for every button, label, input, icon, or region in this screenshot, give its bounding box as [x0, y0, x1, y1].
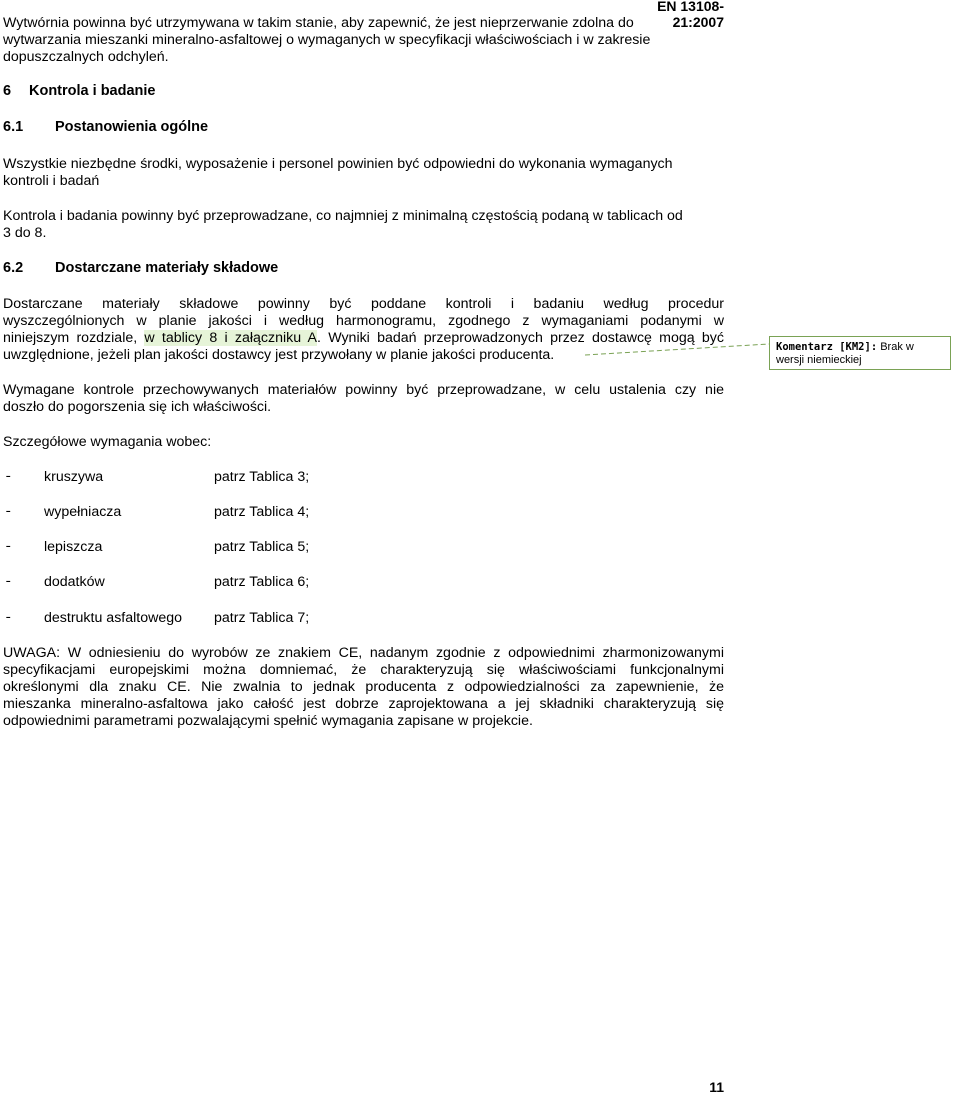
section-6-2-paragraph-2: Wymagane kontrole przechowywanych materiałów powinny być przeprowadzane, w celu ustalenia czy nie doszło do pogorszenia się ich właściwości.	[3, 382, 724, 415]
comment-connector-line	[585, 342, 770, 358]
list-item: - wypełniacza patrz Tablica 4;	[4, 504, 310, 520]
body-text	[3, 15, 724, 730]
list-item: - lepiszcza patrz Tablica 5;	[4, 539, 310, 555]
comment-balloon[interactable]	[769, 336, 951, 370]
list-item: - destruktu asfaltowego patrz Tablica 7;	[4, 610, 310, 626]
comment-label: Komentarz [KM2]:	[776, 341, 878, 353]
section-6-1-paragraph-2: Kontrola i badania powinny być przeprowadzane, co najmniej z minimalną częstością podaną w tablicach od 3 do 8.	[3, 208, 683, 241]
section-6-2-paragraph-1: Dostarczane materiały składowe powinny być poddane kontroli i badaniu według procedur wyszczególnionych w planie jakości i według harmonogramu, zgodnego z wymaganiami podanymi w niniejszym rozdziale, w tablicy 8 i załączniku A. Wyniki badań przeprowadzonych przez dostawcę mogą być uwzględnione, jeżeli plan jakości dostawcy jest przywołany w planie jakości producenta.	[3, 296, 724, 363]
commented-reference-link[interactable]: w tablicy 8 i załączniku A	[144, 330, 318, 346]
list-item: - dodatków patrz Tablica 6;	[4, 574, 310, 590]
section-6-1-paragraph-1: Wszystkie niezbędne środki, wyposażenie i personel powinien być odpowiedni do wykonania wymaganych kontroli i badań	[3, 156, 673, 189]
list-intro: Szczegółowe wymagania wobec:	[3, 434, 212, 450]
list-item: - kruszywa patrz Tablica 3;	[4, 469, 310, 485]
section-6-1-heading: 6.1 Postanowienia ogólne	[3, 119, 209, 135]
section-6-heading: 6 Kontrola i badanie	[3, 83, 156, 99]
comment-text: Brak w wersji niemieckiej	[776, 341, 914, 366]
document-code: EN 13108-21:2007	[657, 0, 724, 30]
intro-paragraph: Wytwórnia powinna być utrzymywana w takim stanie, aby zapewnić, że jest nieprzerwanie zdolna do wytwarzania mieszanki mineralno-asfaltowej o wymaganych w specyfikacji właściwościach i w zakresie dopuszczalnych odchyleń.	[3, 15, 651, 65]
requirements-list	[3, 469, 724, 627]
section-6-2-heading: 6.2 Dostarczane materiały składowe	[3, 260, 279, 276]
note-paragraph: UWAGA: W odniesieniu do wyrobów ze znakiem CE, nadanym zgodnie z odpowiednimi zharmonizowanymi specyfikacjami europejskimi można domniemać, że charakteryzują się właściwościami funkcjonalnymi określonymi dla znaku CE. Nie zwalnia to jednak producenta z odpowiedzialności za zapewnienie, że mieszanka mineralno-asfaltowa jako całość jest dobrze zaprojektowana a jej składniki charakteryzują się odpowiednimi parametrami pozwalającymi spełnić wymagania zapisane w projekcie.	[3, 645, 724, 729]
page-number: 11	[709, 1079, 724, 1095]
